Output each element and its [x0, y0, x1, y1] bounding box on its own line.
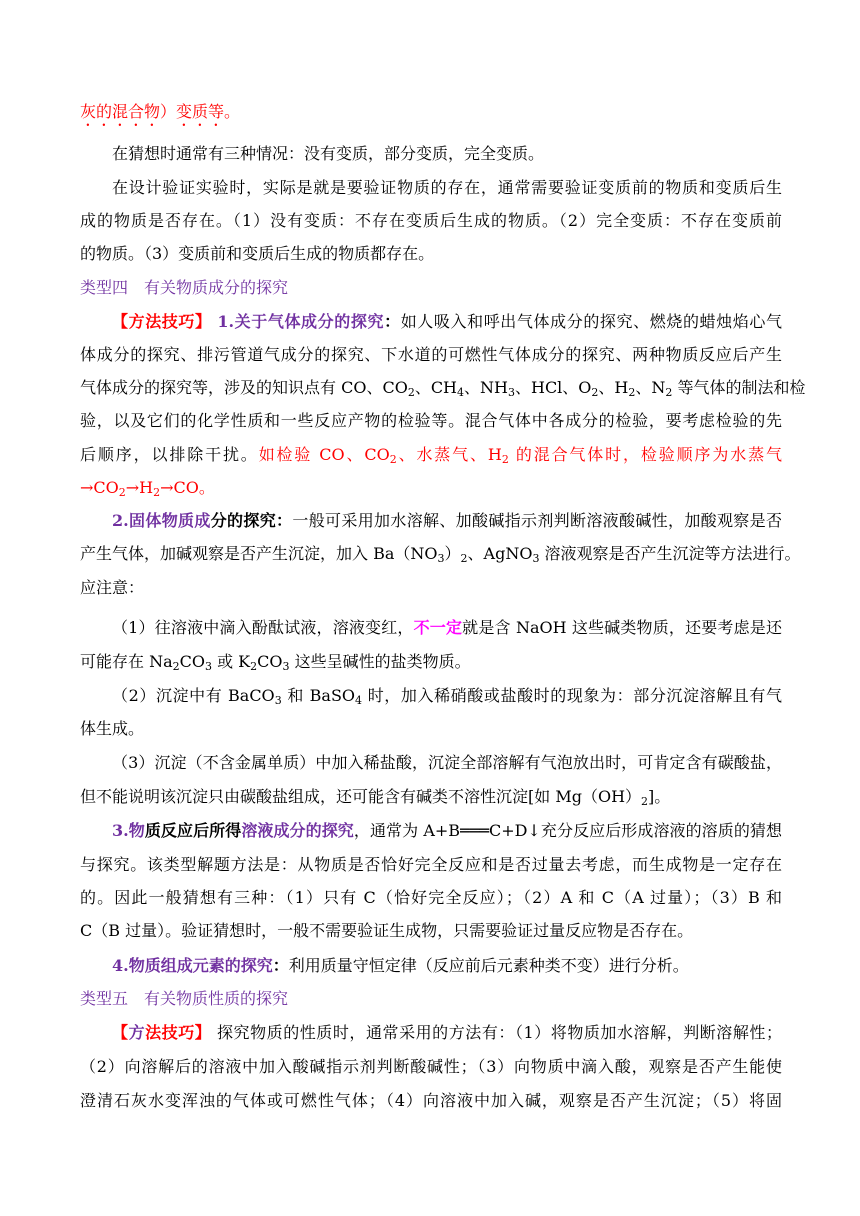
paragraph-line [80, 210, 782, 232]
text: 应注意： [80, 578, 145, 597]
method-tip-label: 【方法技巧】 [112, 312, 212, 331]
text: 验，以及它们的化学性质和一些反应产物的检验等。混合气体中各成分的检验，要考虑检验的先 [80, 411, 782, 430]
subsection-title: 1.关于气体成分的探究 [217, 312, 385, 331]
paragraph-line [80, 444, 782, 466]
text: ： [384, 312, 401, 331]
subscript: 3 [532, 552, 540, 565]
subsection-title: 3.物 [112, 821, 145, 840]
section-heading-type-4 [80, 277, 782, 299]
text: ） [444, 544, 461, 563]
text: 溶液观察是否产生沉淀等方法进行。 [539, 544, 801, 563]
emphasized-text: 灰的混合物）变质等。 [80, 102, 241, 121]
paragraph-line [112, 752, 782, 774]
text: 气体成分的探究等，涉及的知识点有 CO、CO [80, 378, 408, 397]
subsection-title: 质反应后所得 [144, 821, 242, 840]
paragraph-line [112, 955, 782, 977]
paragraph-line [112, 177, 782, 199]
subsection-title: 2.固体物质成 [112, 511, 211, 530]
paragraph-line [112, 1022, 782, 1044]
paragraph-line [80, 854, 782, 876]
text: 在设计验证实验时，实际是就是要验证物质的存在，通常需要验证变质前的物质和变质后生 [112, 178, 782, 197]
paragraph-line [112, 311, 782, 333]
paragraph-line [80, 577, 782, 599]
subscript: 4 [355, 694, 363, 707]
subscript: 3 [282, 660, 290, 673]
text: 在猜想时通常有三种情况：没有变质，部分变质，完全变质。 [112, 144, 545, 163]
paragraph-line [80, 543, 801, 565]
text: →H [125, 478, 154, 497]
subscript: 2 [250, 660, 258, 673]
heading-text: 类型四 有关物质成分的探究 [80, 278, 289, 297]
text: （2）沉淀中有 BaCO [112, 686, 275, 705]
text: 、NH [464, 378, 508, 397]
text: 体生成。 [80, 719, 145, 738]
highlighted-text: 如检验 CO、$CO_2$、水蒸气、$H_2$ 的混合气体时，检验顺序为水蒸气 [258, 445, 782, 466]
text: 如人吸入和呼出气体成分的探究、燃烧的蜡烛焰心气 [400, 312, 782, 331]
paragraph-line [80, 920, 782, 942]
text: 、AgNO [467, 544, 533, 563]
method-tip-label: 方 [128, 1023, 146, 1042]
paragraph-line [112, 510, 782, 532]
text: 或 K [212, 652, 251, 671]
paragraph-line [80, 1056, 782, 1078]
method-tip-label: 【 [112, 1023, 129, 1042]
subscript: 2 [665, 386, 673, 399]
text: 就是含 NaOH 这些碱类物质，还要考虑是还 [462, 618, 782, 637]
paragraph-line [80, 786, 782, 808]
paragraph-line [112, 617, 782, 639]
paragraph-line [80, 718, 782, 740]
text: 这些呈碱性的盐类物质。 [289, 652, 471, 671]
paragraph-line [80, 477, 782, 499]
text: 与探究。该类型解题方法是：从物质是否恰好完全反应和是否过量去考虑，而生成物是一定存在 [80, 855, 782, 874]
paragraph-line [80, 1090, 782, 1112]
subsection-title: 4.物质组成元素的探究 [112, 956, 273, 975]
text: 产生气体，加碱观察是否产生沉淀，加入 Ba（NO [80, 544, 438, 563]
subsection-title: 溶液成分的探究 [241, 821, 354, 840]
heading-text: 类型五 有关物质性质的探究 [80, 989, 289, 1008]
section-heading-type-5 [80, 988, 782, 1010]
text: 可能存在 Na [80, 652, 173, 671]
subscript: 2 [172, 660, 180, 673]
subscript: 3 [507, 386, 515, 399]
text: （1）往溶液中滴入酚酞试液，溶液变红， [112, 618, 414, 637]
text: 成的物质是否存在。（1）没有变质：不存在变质后生成的物质。（2）完全变质：不存在变质前 [80, 211, 782, 230]
paragraph-line [80, 101, 782, 130]
text: ，通常为 A+B═══C+D↓充分反应后形成溶液的溶质的猜想 [353, 821, 782, 840]
subscript: 3 [274, 694, 282, 707]
text: 时，加入稀硝酸或盐酸时的现象为：部分沉淀溶解且有气 [362, 686, 782, 705]
text: 后顺序，以排除干扰。 [80, 445, 259, 464]
text: 一般可采用加水溶解、加酸碱指示剂判断溶液酸碱性，加酸观察是否 [292, 511, 782, 530]
paragraph-line [112, 820, 782, 842]
paragraph-line [80, 243, 782, 265]
paragraph-line [80, 344, 782, 366]
subscript: 2 [460, 552, 468, 565]
text: 体成分的探究、排污管道气成分的探究、下水道的可燃性气体成分的探究、两种物质反应后产生 [80, 345, 782, 364]
text: CO [257, 652, 283, 671]
paragraph-line [112, 685, 782, 707]
text: 但不能说明该沉淀只由碳酸盐组成，还可能含有碱类不溶性沉淀[如 Mg（OH） [80, 787, 642, 806]
text: 、CH [414, 378, 458, 397]
text: 利用质量守恒定律（反应前后元素种类不变）进行分析。 [288, 956, 689, 975]
subscript: 4 [457, 386, 465, 399]
text: →CO [80, 478, 119, 497]
text: 和 BaSO [281, 686, 356, 705]
text: （2）向溶解后的溶液中加入酸碱指示剂判断酸碱性；（3）向物质中滴入酸，观察是否产生能使 [80, 1057, 782, 1076]
method-tip-label: 法技巧】 [145, 1023, 212, 1042]
subscript: 2 [591, 386, 599, 399]
text: 、H [598, 378, 629, 397]
text: 、N [635, 378, 666, 397]
text: ： [272, 956, 289, 975]
subscript: 2 [407, 386, 415, 399]
paragraph-line [80, 887, 782, 909]
paragraph-line [80, 410, 782, 432]
emphasized-text: 不一定 [413, 618, 463, 637]
text: CO [179, 652, 205, 671]
subsection-title: 分的探究 [210, 511, 277, 530]
text: 澄清石灰水变浑浊的气体或可燃性气体；（4）向溶液中加入碱，观察是否产生沉淀；（5）将固 [80, 1091, 782, 1110]
paragraph-line [80, 651, 782, 673]
subscript: 2 [118, 486, 126, 499]
subscript: 2 [628, 386, 636, 399]
subscript: 2 [641, 795, 649, 808]
paragraph-line [80, 377, 806, 399]
subscript: 3 [437, 552, 445, 565]
text: ： [276, 511, 293, 530]
text: C（B 过量）。验证猜想时，一般不需要验证生成物，只需要验证过量反应物是否存在。 [80, 921, 694, 940]
subscript: 3 [205, 660, 212, 673]
text: 、HCl、O [514, 378, 592, 397]
text: 的物质。（3）变质前和变质后生成的物质都存在。 [80, 244, 435, 263]
text: →CO。 [160, 478, 215, 497]
text: 的。因此一般猜想有三种：（1）只有 C（恰好完全反应）；（2）A 和 C（A 过量）；（3）B 和 [80, 888, 782, 907]
text: 等气体的制法和检 [672, 378, 806, 397]
text: ]。 [648, 787, 671, 806]
paragraph-line [112, 143, 782, 165]
text: （3）沉淀（不含金属单质）中加入稀盐酸，沉淀全部溶解有气泡放出时，可肯定含有碳酸盐， [112, 753, 782, 772]
subscript: 2 [153, 486, 161, 499]
text: 探究物质的性质时，通常采用的方法有：（1）将物质加水溶解，判断溶解性； [216, 1023, 782, 1042]
